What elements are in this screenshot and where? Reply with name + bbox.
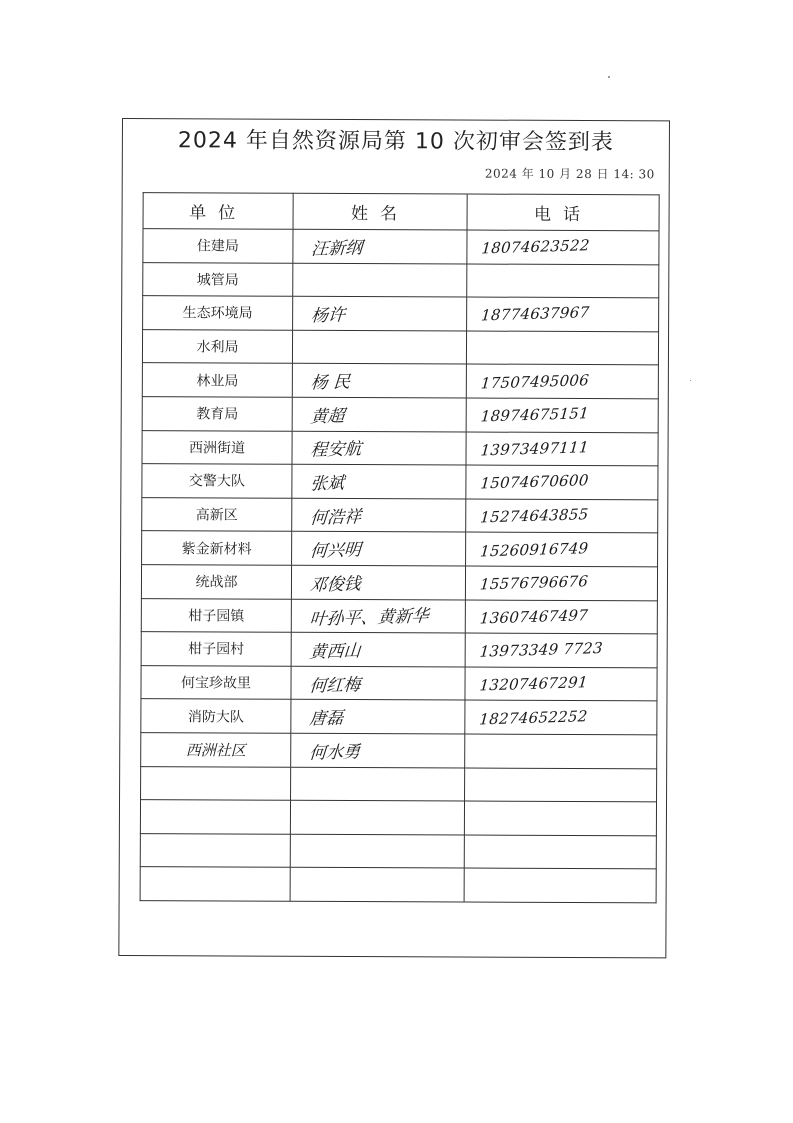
table-row	[143, 296, 659, 332]
signature-cell	[292, 464, 466, 498]
table-body	[140, 229, 659, 903]
handwritten-signature: 何兴明	[309, 540, 362, 562]
signature-cell	[292, 330, 466, 364]
scan-speck	[608, 76, 610, 78]
handwritten-phone: 13607467497	[479, 605, 589, 628]
unit-cell: 住建局	[143, 229, 293, 263]
scan-speck	[690, 380, 691, 381]
handwritten-signature: 汪新纲	[310, 237, 363, 260]
signature-cell	[291, 700, 465, 734]
handwritten-phone: 15274643855	[479, 505, 590, 527]
sign-in-table	[140, 192, 660, 903]
signature-cell	[291, 565, 465, 599]
signature-cell	[292, 431, 466, 465]
signature-cell	[292, 364, 466, 398]
table-row	[142, 329, 658, 365]
unit-cell: 西洲街道	[142, 430, 292, 464]
unit-cell	[140, 867, 290, 901]
unit-cell: 城管局	[143, 262, 293, 296]
table-row	[141, 565, 657, 601]
phone-cell	[464, 868, 656, 902]
phone-cell	[465, 734, 657, 768]
table-row	[141, 632, 657, 668]
phone-cell	[465, 768, 657, 802]
handwritten-signature: 何水勇	[308, 741, 361, 764]
unit-cell	[140, 800, 290, 834]
handwritten-signature: 叶孙平、黄新华	[308, 606, 430, 631]
table-row	[141, 699, 657, 735]
phone-cell	[467, 264, 659, 298]
signature-cell	[292, 532, 466, 566]
table-header-row	[143, 193, 659, 231]
handwritten-signature: 唐磊	[308, 708, 344, 730]
signature-cell	[291, 632, 465, 666]
handwritten-signature: 邓俊钱	[309, 573, 362, 596]
unit-cell: 柑子园镇	[141, 598, 291, 632]
unit-cell: 高新区	[142, 497, 292, 531]
phone-cell	[466, 432, 658, 466]
table-row	[141, 732, 657, 768]
header-phone: 电话	[467, 194, 659, 231]
unit-cell: 交警大队	[142, 464, 292, 498]
table-row	[141, 665, 657, 701]
table-row	[143, 229, 659, 265]
header-name: 姓名	[293, 193, 467, 230]
unit-cell: 紫金新材料	[142, 531, 292, 565]
phone-cell	[465, 700, 657, 734]
signature-cell	[291, 767, 465, 801]
signature-cell	[291, 733, 465, 767]
handwritten-phone: 15074670600	[479, 471, 590, 493]
meeting-datetime: 2024 年 10 月 28 日 14: 30	[484, 166, 655, 182]
sign-in-sheet	[118, 118, 670, 958]
phone-cell	[466, 499, 658, 533]
table-row	[143, 262, 659, 298]
table-row	[141, 598, 657, 634]
handwritten-phone: 13207467291	[478, 673, 589, 695]
signature-cell	[293, 263, 467, 297]
table-row	[142, 363, 658, 399]
handwritten-phone: 15260916749	[479, 538, 590, 561]
signature-cell	[290, 834, 464, 868]
handwritten-phone: 18774637967	[480, 303, 591, 325]
phone-cell	[466, 331, 658, 365]
phone-cell	[466, 465, 658, 499]
handwritten-signature: 杨 民	[309, 372, 351, 394]
handwritten-phone: 17507495006	[480, 370, 590, 393]
signature-cell	[291, 599, 465, 633]
table-row	[140, 833, 656, 869]
phone-cell	[466, 532, 658, 566]
phone-cell	[466, 398, 658, 432]
signature-cell	[291, 666, 465, 700]
table-row	[142, 531, 658, 567]
table-row	[140, 867, 656, 903]
handwritten-signature: 程安航	[309, 439, 363, 462]
signature-cell	[292, 498, 466, 532]
signature-cell	[292, 397, 466, 431]
unit-cell: 消防大队	[141, 699, 291, 733]
handwritten-signature: 黄西山	[308, 641, 362, 663]
sheet-title: 2024 年自然资源局第 10 次初审会签到表	[177, 128, 614, 156]
phone-cell	[465, 600, 657, 634]
handwritten-signature: 黄超	[309, 406, 346, 428]
handwritten-signature: 杨许	[310, 305, 346, 327]
signature-cell	[293, 296, 467, 330]
handwritten-signature: 何浩祥	[309, 506, 362, 529]
signature-cell	[290, 868, 464, 902]
phone-cell	[464, 835, 656, 869]
unit-cell: 柑子园村	[141, 632, 291, 666]
unit-cell: 水利局	[142, 329, 292, 363]
phone-cell	[467, 230, 659, 264]
unit-cell: 林业局	[142, 363, 292, 397]
phone-cell	[464, 801, 656, 835]
unit-cell: 西洲社区	[141, 732, 291, 766]
table-row	[140, 800, 656, 836]
signature-cell	[293, 229, 467, 263]
table-row	[142, 397, 658, 433]
handwritten-phone: 18274652252	[478, 706, 589, 729]
handwritten-phone: 18974675151	[480, 404, 590, 426]
unit-cell	[141, 766, 291, 800]
unit-cell: 教育局	[142, 397, 292, 431]
table-row	[141, 766, 657, 802]
handwritten-phone: 13973497111	[479, 437, 590, 460]
table-row	[142, 497, 658, 533]
table-row	[142, 464, 658, 500]
phone-cell	[465, 633, 657, 667]
phone-cell	[466, 364, 658, 398]
phone-cell	[465, 667, 657, 701]
phone-cell	[465, 566, 657, 600]
handwritten-signature: 何红梅	[308, 674, 362, 697]
handwritten-phone: 15576796676	[479, 572, 589, 594]
phone-cell	[467, 297, 659, 331]
handwritten-signature: 张斌	[309, 473, 345, 495]
signature-cell	[290, 800, 464, 834]
handwritten-phone: 13973349 7723	[479, 639, 604, 662]
handwritten-phone: 18074623522	[480, 236, 591, 258]
unit-cell: 何宝珍故里	[141, 665, 291, 699]
header-unit: 单位	[143, 193, 293, 230]
unit-cell: 统战部	[141, 565, 291, 599]
unit-cell	[140, 833, 290, 867]
table-row	[142, 430, 658, 466]
unit-cell: 生态环境局	[143, 296, 293, 330]
